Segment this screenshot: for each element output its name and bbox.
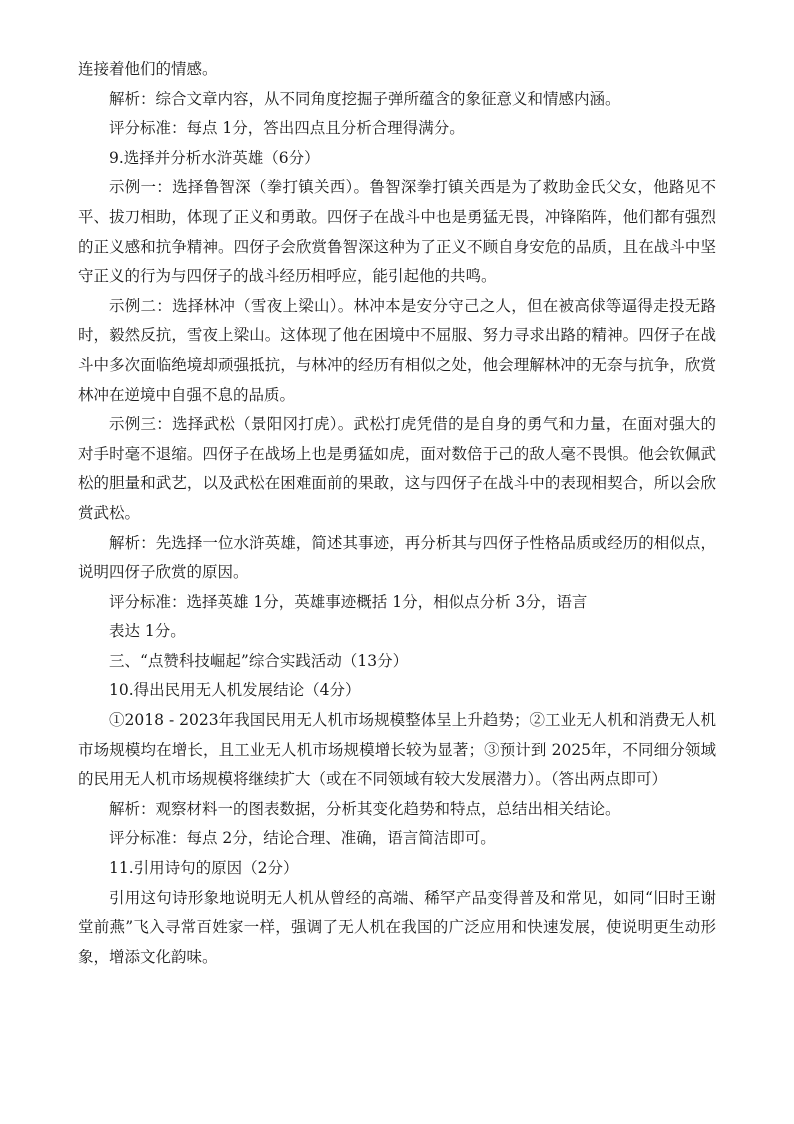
scoring-paragraph: 评分标准：每点 1分，答出四点且分析合理得满分。 — [109, 119, 465, 138]
question-heading-9: 9.选择并分析水浒英雄（6分） — [109, 148, 320, 167]
question-heading-11: 11.引用诗句的原因（2分） — [109, 859, 299, 878]
answer-paragraph-11: 引用这句诗形象地说明无人机从曾经的高端、稀罕产品变得普及和常见，如同“旧时王谢堂前燕”飞入寻常百姓家一样，强调了无人机在我国的广泛应用和快速发展，使说明更生动形象，增添文化韵味。 — [78, 888, 716, 966]
document-page — [78, 55, 716, 972]
example-one-paragraph: 示例一：选择鲁智深（拳打镇关西）。鲁智深拳打镇关西是为了救助金氏父女，他路见不平、拔刀相助，体现了正义和勇敢。四伢子在战斗中也是勇猛无畏，冲锋陷阵，他们都有强烈的正义感和抗争精神。四伢子会欣赏鲁智深这种为了正义不顾自身安危的品质，且在战斗中坚守正义的行为与四伢子的战斗经历相呼应，能引起他的共鸣。 — [78, 178, 716, 286]
analysis-paragraph: 解析：先选择一位水浒英雄，简述其事迹，再分析其与四伢子性格品质或经历的相似点，说明四伢子欣赏的原因。 — [78, 533, 716, 582]
question-heading-10: 10.得出民用无人机发展结论（4分） — [109, 681, 361, 700]
paragraph-continuation: 连接着他们的情感。 — [78, 60, 218, 78]
example-three-paragraph: 示例三：选择武松（景阳冈打虎）。武松打虎凭借的是自身的勇气和力量，在面对强大的对手时毫不退缩。四伢子在战场上也是勇猛如虎，面对数倍于己的敌人毫不畏惧。他会钦佩武松的胆量和武艺，以及武松在困难面前的果敢，这与四伢子在战斗中的表现相契合，所以会欣赏武松。 — [78, 415, 716, 522]
analysis-paragraph: 解析：综合文章内容，从不同角度挖掘子弹所蕴含的象征意义和情感内涵。 — [109, 89, 621, 108]
answer-paragraph-10: ①2018 - 2023年我国民用无人机市场规模整体呈上升趋势；②工业无人机和消费无人机市场规模均在增长，且工业无人机市场规模增长较为显著；③预计到 2025年，不同细分领域的民用无人机市场规模将继续扩大（或在不同领域有较大发展潜力）。（答出两点即可） — [78, 711, 716, 789]
example-two-paragraph: 示例二：选择林冲（雪夜上梁山）。林冲本是安分守己之人，但在被高俅等逼得走投无路时，毅然反抗，雪夜上梁山。这体现了他在困境中不屈服、努力寻求出路的精神。四伢子在战斗中多次面临绝境却顽强抵抗，与林冲的经历有相似之处，他会理解林冲的无奈与抗争，欣赏林冲在逆境中自强不息的品质。 — [78, 296, 716, 404]
analysis-paragraph: 解析：观察材料一的图表数据，分析其变化趋势和特点，总结出相关结论。 — [109, 799, 621, 818]
section-heading-3: 三、“点赞科技崛起”综合实践活动（13分） — [109, 651, 409, 670]
scoring-paragraph: 评分标准：每点 2分，结论合理、准确，语言简洁即可。 — [109, 829, 496, 848]
scoring-paragraph-continued: 表达 1分。 — [109, 622, 186, 641]
scoring-paragraph: 评分标准：选择英雄 1分，英雄事迹概括 1分，相似点分析 3分，语言 — [109, 592, 588, 611]
